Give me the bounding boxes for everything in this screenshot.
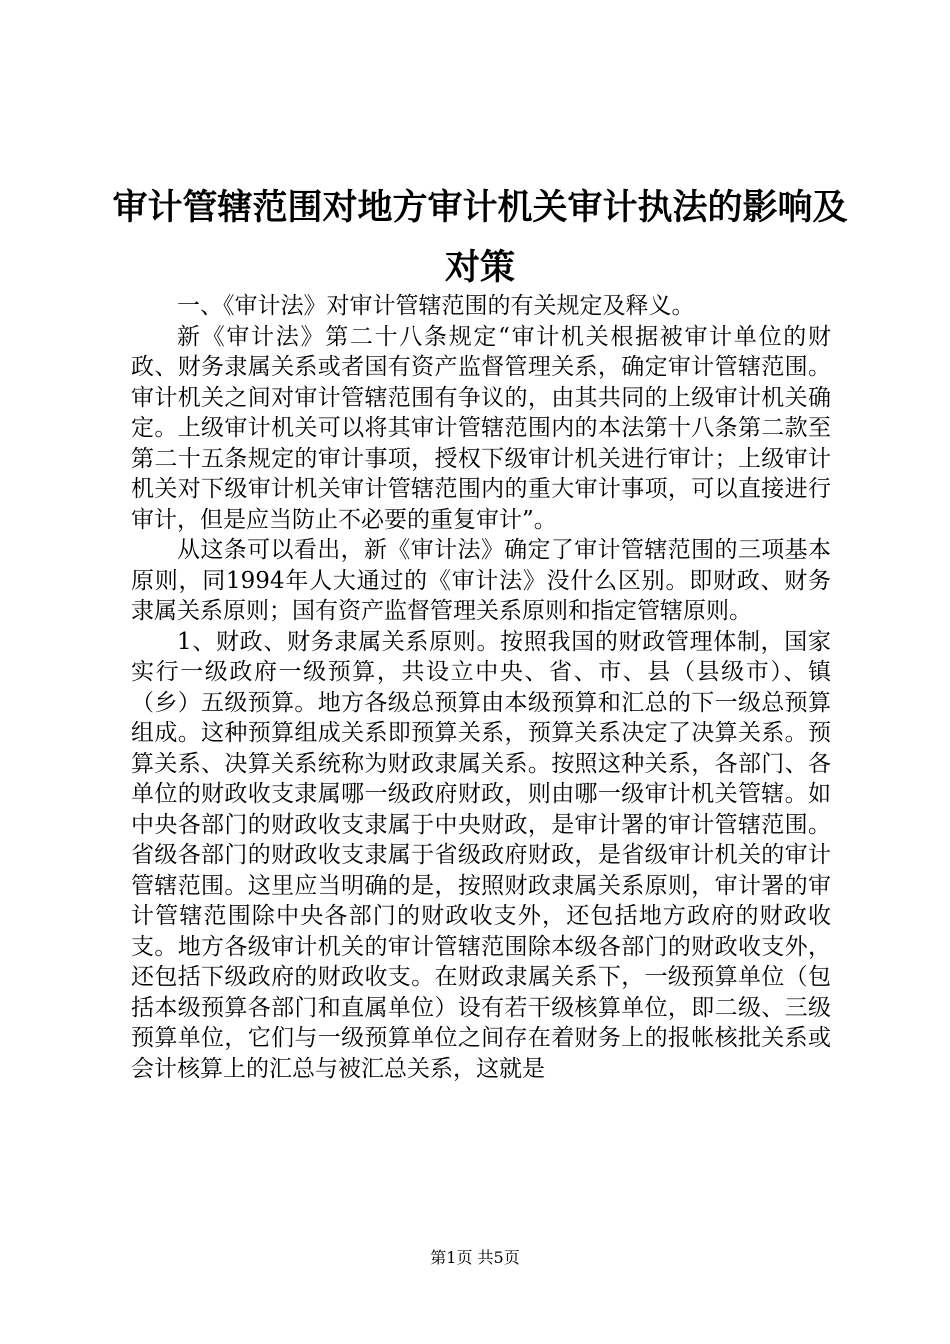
page-footer: 第1页 共5页 [430, 1248, 520, 1267]
document-title: 审计管辖范围对地方审计机关审计执法的影响及对策 [112, 187, 848, 288]
document-body [131, 291, 831, 1084]
paragraph: 1、财政、财务隶属关系原则。按照我国的财政管理体制，国家实行一级政府一级预算，共设立中央、省、市、县（县级市）、镇（乡）五级预算。地方各级总预算由本级预算和汇总的下一级总预算组成。这种预算组成关系即预算关系，预算关系决定了决算关系。预算关系、决算关系统称为财政隶属关系。按照这种关系，各部门、各单位的财政收支隶属哪一级政府财政，则由哪一级审计机关管辖。如中央各部门的财政收支隶属于中央财政，是审计署的审计管辖范围。省级各部门的财政收支隶属于省级政府财政，是省级审计机关的审计管辖范围。这里应当明确的是，按照财政隶属关系原则，审计署的审计管辖范围除中央各部门的财政收支外，还包括地方政府的财政收支。地方各级审计机关的审计管辖范围除本级各部门的财政收支外，还包括下级政府的财政收支。在财政隶属关系下，一级预算单位（包括本级预算各部门和直属单位）设有若干级核算单位，即二级、三级预算单位，它们与一级预算单位之间存在着财务上的报帐核批关系或会计核算上的汇总与被汇总关系，这就是 [131, 628, 831, 1082]
paragraph: 从这条可以看出，新《审计法》确定了审计管辖范围的三项基本原则，同1994年人大通过的《审计法》没什么区别。即财政、财务隶属关系原则；国有资产监督管理关系原则和指定管辖原则。 [131, 537, 831, 624]
paragraph: 新《审计法》第二十八条规定“审计机关根据被审计单位的财政、财务隶属关系或者国有资产监督管理关系，确定审计管辖范围。审计机关之间对审计管辖范围有争议的，由其共同的上级审计机关确定。上级审计机关可以将其审计管辖范围内的本法第十八条第二款至第二十五条规定的审计事项，授权下级审计机关进行审计；上级审计机关对下级审计机关审计管辖范围内的重大审计事项，可以直接进行审计，但是应当防止不必要的重复审计”。 [131, 323, 831, 533]
section-heading: 一、《审计法》对审计管辖范围的有关规定及释义。 [177, 293, 695, 319]
